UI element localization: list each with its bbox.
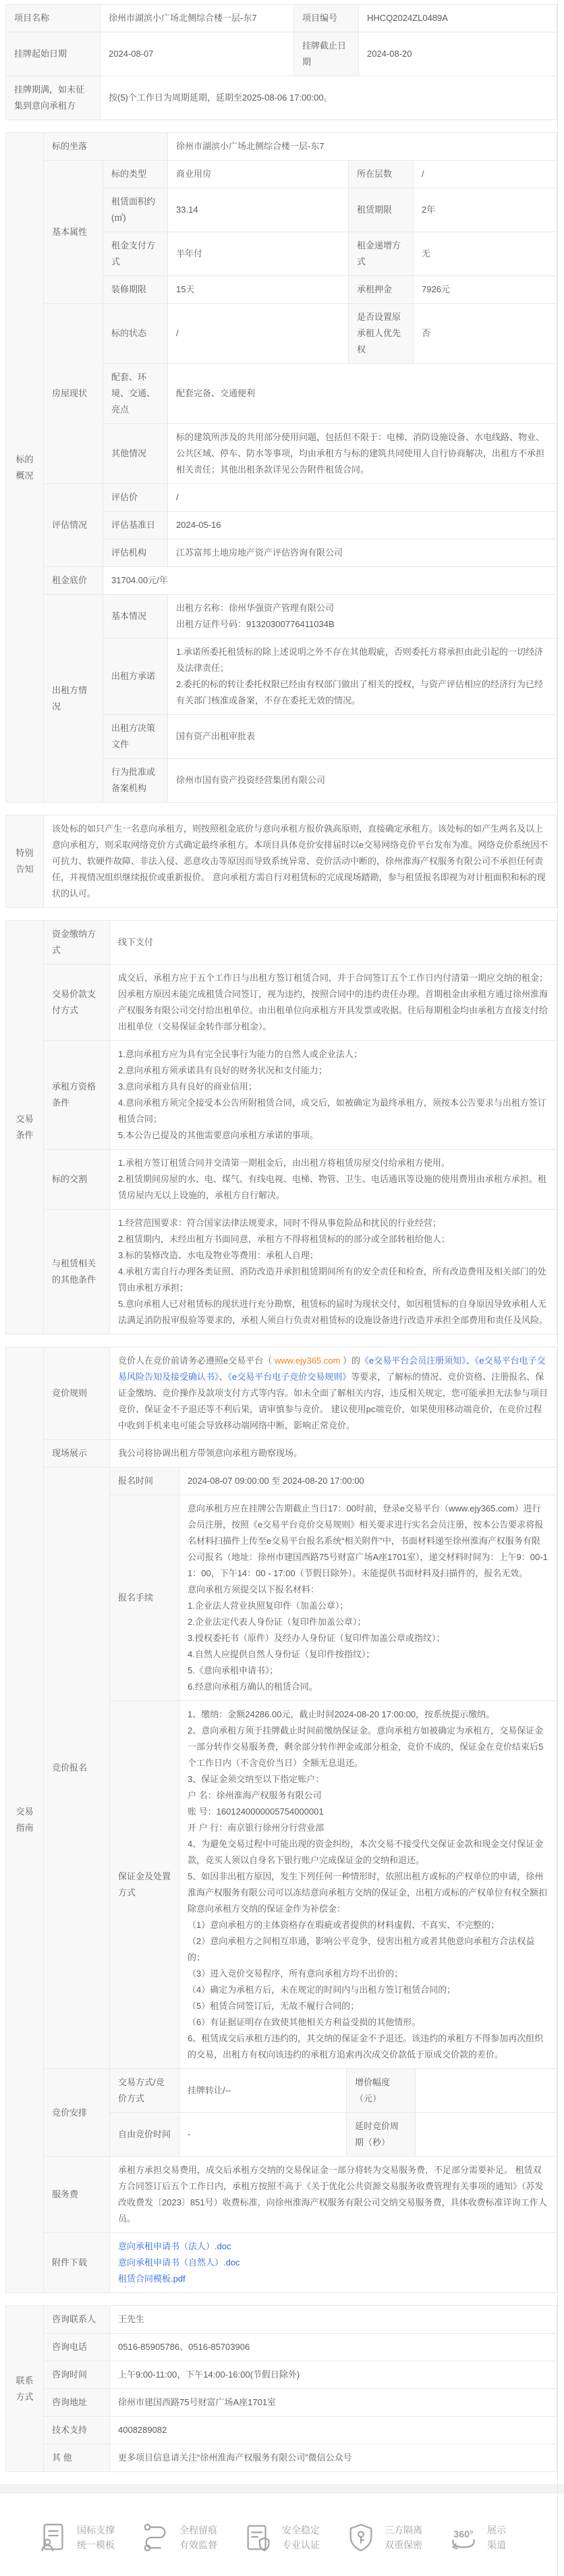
listing-start-label: 挂牌起始日期 bbox=[6, 32, 101, 76]
table-row bbox=[6, 2389, 557, 2417]
text-line: （1）意向承租方的主体资格存在瑕疵或者提供的材料虚假、不真实、不完整的； bbox=[188, 1920, 500, 1930]
extension-label: 挂牌期满，如未征集到意向承租方 bbox=[6, 76, 101, 120]
assurance-footer bbox=[0, 2494, 564, 2576]
table-row bbox=[6, 32, 557, 76]
text-segment: 等要求，了解标的情况、竞价资格、注册报名、保证金缴纳、竞价操作及款项支付方式等内容。如未全面了解相关内容，违反相关规定，您可能承担无法参与项目竞价、保证金不予退还等不利后果，请审慎参与竞价。 建议使用pc端竞价，如果使用移动端竞价，在竞价过程中收到手机来电可能会导致移动端网络中断，影响正常竞价。 bbox=[118, 1372, 548, 1430]
field-label: 标的类型 bbox=[103, 161, 168, 188]
text-segment: ）的 bbox=[340, 1356, 361, 1366]
table-row bbox=[6, 133, 557, 161]
trade-conditions-table bbox=[5, 920, 557, 1335]
footer-item-certified bbox=[243, 2522, 320, 2553]
text-line: 6.经意向承租方确认的租赁合同。 bbox=[188, 1682, 318, 1692]
field-value: 2年 bbox=[414, 188, 557, 232]
section-label-conditions: 交易条件 bbox=[6, 921, 44, 1335]
attachment-link-legal-doc[interactable]: 意向承租申请书（法人）.doc bbox=[118, 2241, 231, 2251]
field-label: 其他情况 bbox=[103, 424, 168, 484]
text-line: 意向承租方须提交以下报名材料： bbox=[188, 1584, 320, 1594]
footer-text-line: 渠道 bbox=[487, 2540, 506, 2550]
text-line: 1.经营范围要求：符合国家法律法规要求，同时不得从事危险品和扰民的行业经营； bbox=[118, 1218, 441, 1228]
location-label: 标的坐落 bbox=[44, 133, 168, 161]
text-line: 2.委托的标的转让委托权限已经由有权部门做出了相关的授权，与资产评估相应的经济行为已经有关部门核准或备案，不存在委托无效的情况。 bbox=[176, 679, 543, 705]
risk-confirm-link[interactable]: 《e交易平台电子交易风险告知及接受确认书》 bbox=[118, 1356, 546, 1382]
section-label-guide: 交易指南 bbox=[6, 1347, 44, 2293]
field-value: 否 bbox=[414, 304, 557, 364]
signup-time-label: 报名时间 bbox=[110, 1468, 179, 1495]
text-segment: 竞价人在竞价前请务必遵照e交易平台（ bbox=[118, 1356, 275, 1366]
text-line: 1.承租方签订租赁合同并交清第一期租金后，由出租方将租赁房屋交付给承租方使用。 bbox=[118, 1158, 450, 1168]
table-row bbox=[6, 2233, 557, 2293]
text-line: 出租方证件号码：91320300776411034B bbox=[176, 619, 335, 629]
footer-text-line: 全程留痕 bbox=[179, 2525, 217, 2535]
contact-time-value: 上午9:00-11:00，下午14:00-16:00(节假日除外) bbox=[110, 2361, 557, 2389]
target-overview-table bbox=[5, 132, 557, 803]
text-line: 5.意向承租人已对租赁标的现状进行充分勘察，租赁标的届时为现状交付，如因租赁标的自身原因导致承租人无法满足消防报审报验等要求的，承租人须自行负责对租赁标的设施设备进行改造并承担全部费用和责任及风险。 bbox=[118, 1299, 548, 1325]
document-template-icon bbox=[38, 2522, 69, 2553]
text-line: 1.承诺所委托租赁标的除上述说明之外不存在其他瑕疵，否则委托方将承担由此引起的一切经济及法律责任； bbox=[176, 647, 543, 673]
attachment-link-contract-pdf[interactable]: 租赁合同模板.pdf bbox=[118, 2274, 186, 2284]
text-line: 3.标的装修改造、水电及物业等费用：承租人自理； bbox=[118, 1250, 318, 1260]
shield-key-icon bbox=[345, 2522, 376, 2553]
footer-text-line: 国标支撑 bbox=[77, 2525, 115, 2535]
field-label: 配套、环境、交通、亮点 bbox=[103, 364, 168, 424]
table-row bbox=[6, 595, 557, 639]
text-line: 4.意向承租方须完全接受本公告所附租赁合同，成交后，如被确定为最终承租方，须按本公告要求与出租方签订租赁合同； bbox=[118, 1098, 546, 1124]
contact-person-label: 咨询联系人 bbox=[44, 2306, 110, 2334]
delivery-label: 标的交割 bbox=[44, 1150, 110, 1210]
contact-address-value: 徐州市建国西路75号财富广场A座1701室 bbox=[110, 2389, 557, 2417]
member-register-notice-link[interactable]: 《e交易平台会员注册须知》 bbox=[360, 1356, 466, 1366]
text-line: 意向承租方应在挂牌公告期截止当日17：00时前，登录e交易平台（www.ejy365.com）进行会员注册，按照《e交易平台竞价交易规则》相关要求进行实名会员注册，按本公告要求将报名材料扫描件上传至e交易平台报名系统“相关附件”中，书面材料递至徐州淮海产权服务有限公司报名（地址：徐州市建国西路75号财富广场A座1701室），递交材料时间为：上午9：00-11：00，下午14：00 - 17:00（节假日除外）。未能提供书面材料及扫描件的，报名无效。 bbox=[188, 1503, 548, 1578]
table-row bbox=[6, 2417, 557, 2444]
floor-price-value: 31704.00元/年 bbox=[103, 567, 557, 595]
footer-text-line: 安全稳定 bbox=[282, 2525, 320, 2535]
footer-item-text bbox=[77, 2523, 115, 2552]
field-label: 出租方决策文件 bbox=[103, 715, 168, 759]
text-line: 2.租赁期内，未经出租方书面同意，承租方不得将租赁标的的部分或全部转租给他人； bbox=[118, 1234, 450, 1244]
field-value: / bbox=[168, 304, 349, 364]
field-label: 评估基准日 bbox=[103, 512, 168, 539]
field-value: 无 bbox=[414, 232, 557, 276]
table-row bbox=[6, 2334, 557, 2361]
text-line: （3）进入竞价交易程序，所有意向承租方均不出价的； bbox=[188, 1968, 403, 1979]
fund-method-label: 资金缴纳方式 bbox=[44, 921, 110, 965]
svg-text:360°: 360° bbox=[453, 2529, 474, 2540]
footer-divider bbox=[0, 2484, 564, 2494]
field-value: 国有资产出租审批表 bbox=[168, 715, 557, 759]
footer-text-line: 专业认证 bbox=[282, 2540, 320, 2550]
text-line: 2.租赁期间房屋的水、电、煤气、有线电视、电梯、物管、卫生、电话通讯等设施的使用费用由承租方承担。租赁房屋内无以上设施的，承租方自行解决。 bbox=[118, 1174, 546, 1200]
field-label: 租赁期限 bbox=[349, 188, 414, 232]
page-right-border bbox=[557, 0, 558, 2576]
field-value: 2024-05-16 bbox=[168, 512, 557, 539]
table-row bbox=[6, 815, 557, 908]
qualification-value bbox=[110, 1041, 557, 1150]
other-conditions-label: 与租赁相关的其他条件 bbox=[44, 1210, 110, 1335]
table-row bbox=[6, 567, 557, 595]
table-row bbox=[6, 2444, 557, 2472]
contact-address-label: 咨询地址 bbox=[44, 2389, 110, 2417]
panorama-360-icon bbox=[448, 2522, 479, 2553]
text-line: 4.自然人应提供自然人身份证（复印件按指纹）； bbox=[188, 1649, 375, 1659]
field-value bbox=[168, 595, 557, 639]
footer-item-360-display bbox=[448, 2522, 506, 2553]
text-line: 2、意向承租方须于挂牌截止时间前缴纳保证金。意向承租方如被确定为承租方，交易保证金一部分转作交易服务费，剩余部分转作押金或部分租金，竞价不成的，保证金在竞价结束后5个工作日内（不含竞价当日）全额无息退还。 bbox=[188, 1725, 544, 1768]
table-row bbox=[6, 76, 557, 120]
table-row bbox=[6, 2157, 557, 2233]
tech-support-label: 技术支持 bbox=[44, 2417, 110, 2444]
field-label: 评估机构 bbox=[103, 539, 168, 567]
text-segment: 、 bbox=[466, 1356, 475, 1366]
text-line: 1.意向承租方应为具有完全民事行为能力的自然人或企业法人； bbox=[118, 1049, 362, 1059]
site-display-value: 我公司将协调出租方带领意向承租方勘察现场。 bbox=[110, 1440, 557, 1468]
contact-phone-label: 咨询电话 bbox=[44, 2334, 110, 2361]
deposit-value bbox=[179, 1701, 557, 2069]
field-value: 半年付 bbox=[168, 232, 349, 276]
text-line: 2.企业法定代表人身份证（复印件加盖公章）； bbox=[188, 1617, 366, 1627]
attachments-value bbox=[110, 2233, 557, 2293]
tech-support-value: 4008289082 bbox=[110, 2417, 557, 2444]
field-value: / bbox=[168, 484, 557, 512]
field-value: 挂牌转让/-- bbox=[179, 2069, 347, 2113]
notice-text: 该处标的如只产生一名意向承租方，则按照租金底价与意向承租方报价孰高原则，直接确定承租方。该处标的如产生两名及以上意向承租方，则采取网络竞价方式确定最终承租方。本项目具体竞价安排届时以e交易网络竞价平台发布为准。网络竞价系统因不可抗力、软硬件故障、非法入侵、恶意攻击等原因而导致系统异常、竞价活动中断的，徐州淮海产权服务有限公司不承担任何责任，并视情况组织继续报价或重新报价。 意向承租方需自行对租赁标的完成现场踏勘，参与租赁报名即视为对计租面积和标的现状的认可。 bbox=[44, 815, 557, 908]
project-code-label: 项目编号 bbox=[294, 5, 359, 32]
field-label: 交易方式/竞价方式 bbox=[110, 2069, 179, 2113]
table-row bbox=[6, 1347, 557, 1440]
project-name-label: 项目名称 bbox=[6, 5, 101, 32]
text-line: 5、如因非出租方原因，发生下列任何一种情形时，依照出租方或标的产权单位的申请，徐州淮海产权服务有限公司可以冻结意向承租方交纳的保证金，出租方或标的产权单位有权全额扣除意向承租方交纳的保证金作为补偿金： bbox=[188, 1871, 548, 1914]
contact-other-value: 更多项目信息请关注“徐州淮海产权服务有限公司”微信公众号 bbox=[110, 2444, 557, 2472]
procedure-label: 报名手续 bbox=[110, 1495, 179, 1701]
listing-end-value: 2024-08-20 bbox=[359, 32, 557, 76]
other-conditions-value bbox=[110, 1210, 557, 1335]
field-value bbox=[416, 2113, 557, 2157]
field-label: 基本情况 bbox=[103, 595, 168, 639]
text-line: 3、保证金须交纳至以下指定账户： bbox=[188, 1774, 325, 1784]
table-row bbox=[6, 1468, 557, 1495]
trade-guide-table bbox=[5, 1347, 557, 2293]
field-label: 标的状态 bbox=[103, 304, 168, 364]
text-line: 2.意向承租方须承诺具有良好的财务状况和支付能力； bbox=[118, 1065, 327, 1075]
field-label: 租赁面积约(㎡) bbox=[103, 188, 168, 232]
special-notice-table bbox=[5, 815, 557, 908]
contact-other-label: 其 他 bbox=[44, 2444, 110, 2472]
field-label: 装修期限 bbox=[103, 276, 168, 304]
text-line: 1、缴纳：金额24286.00元，截止时间2024-08-20 17:00:00，按系统提示缴纳。 bbox=[188, 1709, 495, 1719]
table-row bbox=[6, 2306, 557, 2334]
project-info-table bbox=[5, 4, 557, 120]
clipboard-shield-icon bbox=[243, 2522, 274, 2553]
field-label: 租金递增方式 bbox=[349, 232, 414, 276]
deposit-account-name: 户 名：徐州淮海产权服务有限公司 bbox=[188, 1790, 322, 1800]
section-label-contact: 联系方式 bbox=[6, 2306, 44, 2472]
text-line: 出租方名称：徐州华强资产管理有限公司 bbox=[176, 603, 335, 613]
footer-text-line: 展示 bbox=[487, 2525, 506, 2535]
field-value: 15天 bbox=[168, 276, 349, 304]
house-status-label: 房屋现状 bbox=[44, 304, 103, 484]
deposit-bank: 开 户 行：南京银行徐州分行营业部 bbox=[188, 1823, 325, 1833]
floor-price-label: 租金底价 bbox=[44, 567, 103, 595]
site-display-label: 现场展示 bbox=[44, 1440, 110, 1468]
field-value: 江苏富邦土地房地产资产评估咨询有限公司 bbox=[168, 539, 557, 567]
price-payment-value: 成交后，承租方应于五个工作日与出租方签订租赁合同，并于合同签订五个工作日内付清第一期应交纳的租金；因承租方原因未能完成租赁合同签订，视为违约，按照合同中的违约责任办理。首期租金由承租方通过徐州淮海产权服务有限公司交付给出租单位。由出租单位向承租方开具发票或收据。往后每期租金均由承租方直接支付给出租单位（交易保证金转作部分租金）。 bbox=[110, 965, 557, 1041]
table-row bbox=[6, 2069, 557, 2113]
fund-method-value: 线下支付 bbox=[110, 921, 557, 965]
section-label-overview: 标的概况 bbox=[6, 133, 44, 803]
field-value: 标的建筑所涉及的共用部分使用问题，包括但不限于：电梯、消防设施设备、水电线路、物业、公共区域、停车、防水等事项，均由承租方与标的建筑共同使用人自行协商解决，出租方不承担相关责任；其他出租条款详见公告附件租赁合同。 bbox=[168, 424, 557, 484]
arrange-label: 竞价安排 bbox=[44, 2069, 110, 2157]
text-line: 4、为避免交易过程中可能出现的资金纠纷，本次交易不接受代交保证金款和现金交付保证金款，竞买人须以自身名下银行账户完成保证金的交纳和退还。 bbox=[188, 1839, 544, 1865]
text-segment: 、 bbox=[219, 1372, 228, 1382]
table-row bbox=[6, 1041, 557, 1150]
listing-end-label: 挂牌截止日期 bbox=[294, 32, 359, 76]
text-line: （2）意向承租方之间相互串通，影响公平竞争，侵害出租方或者其他意向承租方合法权益的； bbox=[188, 1936, 535, 1962]
field-label: 自由竞价时间 bbox=[110, 2113, 179, 2157]
field-label: 所在层数 bbox=[349, 161, 414, 188]
contact-time-label: 咨询时间 bbox=[44, 2361, 110, 2389]
trace-route-icon bbox=[140, 2522, 171, 2553]
table-row bbox=[6, 921, 557, 965]
footer-item-trace bbox=[140, 2522, 217, 2553]
table-row bbox=[6, 1210, 557, 1335]
basic-attr-label: 基本属性 bbox=[44, 161, 103, 304]
field-value: 33.14 bbox=[168, 188, 349, 232]
footer-item-text bbox=[385, 2523, 422, 2552]
field-value: / bbox=[414, 161, 557, 188]
field-value: 7926元 bbox=[414, 276, 557, 304]
footer-item-secrecy bbox=[345, 2522, 422, 2553]
text-line: （4）确定为承租方后，未在规定的时间内与出租方签订租赁合同的； bbox=[188, 1985, 456, 1995]
section-label-notice: 特别告知 bbox=[6, 815, 44, 908]
project-name-value: 徐州市湖滨小广场北侧综合楼一层-东7 bbox=[101, 5, 294, 32]
field-label: 出租方承诺 bbox=[103, 639, 168, 715]
table-row bbox=[6, 965, 557, 1041]
procedure-value bbox=[179, 1495, 557, 1701]
appraisal-label: 评估情况 bbox=[44, 484, 103, 567]
service-fee-label: 服务费 bbox=[44, 2157, 110, 2233]
contact-table bbox=[5, 2305, 557, 2472]
table-row bbox=[6, 484, 557, 512]
footer-item-text bbox=[282, 2523, 320, 2552]
footer-item-text bbox=[487, 2523, 506, 2552]
footer-text-line: 有效监督 bbox=[179, 2540, 217, 2550]
field-value bbox=[168, 639, 557, 715]
text-line: 1.企业法人营业执照复印件（加盖公章）； bbox=[188, 1601, 349, 1611]
field-label: 承租押金 bbox=[349, 276, 414, 304]
field-value: 商业用房 bbox=[168, 161, 349, 188]
footer-text-line: 三方隔离 bbox=[385, 2525, 422, 2535]
deposit-account-number: 账 号：1601240000005754000001 bbox=[188, 1806, 324, 1817]
location-value: 徐州市湖滨小广场北侧综合楼一层-东7 bbox=[168, 133, 557, 161]
field-value: 徐州市国有资产投资经营集团有限公司 bbox=[168, 759, 557, 803]
contact-person-value: 王先生 bbox=[110, 2306, 557, 2334]
field-label: 是否设置原承租人优先权 bbox=[349, 304, 414, 364]
project-code-value: HHCQ2024ZL0489A bbox=[359, 5, 557, 32]
extension-value: 按(5)个工作日为周期延期，延期至2025-08-06 17:00:00。 bbox=[101, 76, 557, 120]
text-line: 6、租赁成交后承租方违约的，其交纳的保证金不予退还。该违约的承租方不得参加再次组织的交易，出租方有权向该违约的承租方追索再次成交价款低于原成交价款的差价。 bbox=[188, 2033, 544, 2060]
table-row bbox=[6, 1150, 557, 1210]
bidding-rule-label: 竞价规则 bbox=[44, 1347, 110, 1440]
attachment-link-person-doc[interactable]: 意向承租申请书（自然人）.doc bbox=[118, 2257, 240, 2268]
text-line: 5.本公告已提及的其他需要意向承租方承诺的事项。 bbox=[118, 1130, 318, 1140]
text-line: 3.授权委托书（原件）及经办人身份证（复印件加盖公章或指纹）； bbox=[188, 1633, 445, 1643]
footer-text-line: 统一模板 bbox=[77, 2540, 115, 2550]
signup-label: 竞价报名 bbox=[44, 1468, 110, 2069]
field-label: 延时竞价周期（秒） bbox=[347, 2113, 416, 2157]
field-label: 租金支付方式 bbox=[103, 232, 168, 276]
lessor-label: 出租方情况 bbox=[44, 595, 103, 803]
table-row bbox=[6, 161, 557, 188]
field-label: 行为批准或备案机构 bbox=[103, 759, 168, 803]
text-line: （6）有证据证明存在致使其他相关方利益受损的其他情形。 bbox=[188, 2017, 421, 2027]
bidding-rule-value bbox=[110, 1347, 557, 1440]
text-line: 3.意向承租方具有良好的商业信用； bbox=[118, 1081, 257, 1092]
price-payment-label: 交易价款支付方式 bbox=[44, 965, 110, 1041]
table-row bbox=[6, 2361, 557, 2389]
delivery-value bbox=[110, 1150, 557, 1210]
service-fee-value: 承租方承担交易费用，成交后承租方交纳的交易保证金一部分将转为交易服务费，不足部分需要补足。 租赁双方合同签订后五个工作日内，承租方按照不高于《关于优化公共资源交易服务收费管理有关事项的通知》（苏发改收费发〔2023〕851号）收费标准，向徐州淮海产权服务有限公司交纳交易服务费，具体收费标准详询工作人员。 bbox=[110, 2157, 557, 2233]
field-value: 配套完备、交通便利 bbox=[168, 364, 557, 424]
qualification-label: 承租方资格条件 bbox=[44, 1041, 110, 1150]
field-value: - bbox=[179, 2113, 347, 2157]
table-row bbox=[6, 1440, 557, 1468]
table-row bbox=[6, 304, 557, 364]
table-row bbox=[6, 5, 557, 32]
field-label: 评估价 bbox=[103, 484, 168, 512]
field-value bbox=[416, 2069, 557, 2113]
text-line: （5）租赁合同签订后，无故不履行合同的； bbox=[188, 2001, 360, 2011]
signup-time-value: 2024-08-07 09:00:00 至 2024-08-20 17:00:00 bbox=[179, 1468, 557, 1495]
text-line: 4.承租方需自行办理各类证照、消防改造并承担租赁期间所有的安全责任和检查，所有改造费用及相关部门的处罚由承租方承担； bbox=[118, 1266, 546, 1293]
footer-item-text bbox=[179, 2523, 217, 2552]
field-label: 增价幅度（元） bbox=[347, 2069, 416, 2113]
footer-text-line: 双重保密 bbox=[385, 2540, 422, 2550]
ejy365-link[interactable]: www.ejy365.com bbox=[274, 1356, 341, 1366]
bidding-trade-rule-link[interactable]: 《e交易平台电子竞价交易规则》 bbox=[227, 1372, 351, 1382]
listing-start-value: 2024-08-07 bbox=[101, 32, 294, 76]
footer-item-template bbox=[38, 2522, 115, 2553]
text-line: 5.《意向承租申请书》； bbox=[188, 1665, 279, 1675]
deposit-label: 保证金及处置方式 bbox=[110, 1701, 179, 2069]
contact-phone-value: 0516-85905786、0516-85703906 bbox=[110, 2334, 557, 2361]
attachments-label: 附件下载 bbox=[44, 2233, 110, 2293]
